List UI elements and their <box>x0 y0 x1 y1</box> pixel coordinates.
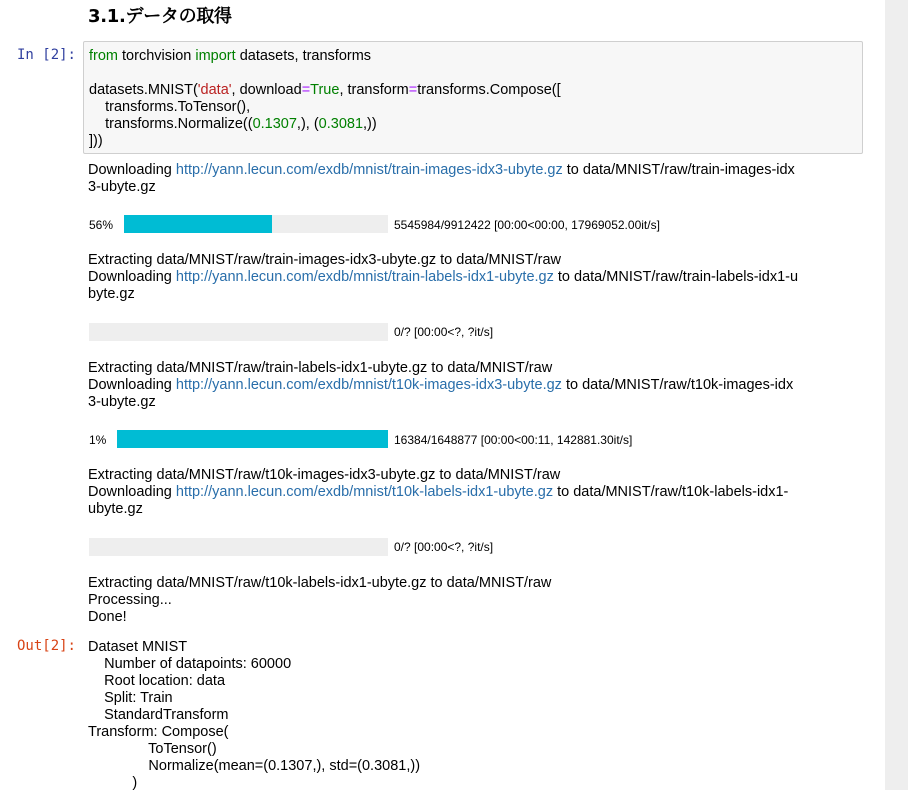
extract-line: Extracting data/MNIST/raw/t10k-labels-idx1-ubyte.gz to data/MNIST/raw <box>88 575 552 591</box>
keyword-import: import <box>195 48 236 64</box>
code-number: 0.1307 <box>252 116 297 132</box>
progress-status: 5545984/9912422 [00:00<00:00, 17969052.00it/s] <box>394 218 660 232</box>
progress-status: 0/? [00:00<?, ?it/s] <box>394 325 494 339</box>
code-line-6: ])) <box>89 133 103 149</box>
download-line: Downloading http://yann.lecun.com/exdb/mnist/train-labels-idx1-ubyte.gz to data/MNIST/raw/train-labels-idx1-u <box>88 269 799 285</box>
scrollbar-track[interactable] <box>885 0 908 790</box>
code-text: ,), ( <box>296 116 319 132</box>
code-number: 0.3081 <box>318 116 364 132</box>
in-prompt: In [2]: <box>16 47 76 63</box>
extract-line: Extracting data/MNIST/raw/train-labels-idx1-ubyte.gz to data/MNIST/raw <box>88 360 553 376</box>
download-line-wrap: byte.gz <box>88 286 135 302</box>
code-text: datasets, transforms <box>235 48 372 64</box>
section-heading: 3.1.データの取得 <box>88 6 232 27</box>
status-line: Done! <box>88 609 127 625</box>
output-line: Dataset MNIST <box>88 639 188 655</box>
download-link[interactable]: http://yann.lecun.com/exdb/mnist/train-images-idx3-ubyte.gz <box>175 162 563 178</box>
output-line: StandardTransform <box>88 707 229 723</box>
out-prompt: Out[2]: <box>16 638 76 654</box>
download-line-wrap: ubyte.gz <box>88 501 143 517</box>
status-line: Processing... <box>88 592 172 608</box>
progress-bar <box>89 323 388 341</box>
keyword-true: True <box>310 82 340 98</box>
code-line-1 <box>89 48 371 65</box>
output-line: Split: Train <box>88 690 173 706</box>
download-link[interactable]: http://yann.lecun.com/exdb/mnist/t10k-labels-idx1-ubyte.gz <box>175 484 554 500</box>
code-text: datasets.MNIST( <box>89 82 198 98</box>
code-text: , download <box>231 82 302 98</box>
download-line-wrap: 3-ubyte.gz <box>88 179 156 195</box>
output-line: Normalize(mean=(0.1307,), std=(0.3081,)) <box>88 758 421 774</box>
progress-bar <box>117 430 388 448</box>
progress-percent: 1% <box>89 433 107 447</box>
output-line: Root location: data <box>88 673 226 689</box>
progress-status: 0/? [00:00<?, ?it/s] <box>394 540 494 554</box>
code-text: , transform <box>339 82 409 98</box>
code-line-4: transforms.ToTensor(), <box>89 99 251 115</box>
download-line-wrap: 3-ubyte.gz <box>88 394 156 410</box>
code-text: ,)) <box>363 116 377 132</box>
code-operator: = <box>301 82 311 98</box>
download-line: Downloading http://yann.lecun.com/exdb/mnist/t10k-labels-idx1-ubyte.gz to data/MNIST/raw/t10k-labels-idx1- <box>88 484 789 500</box>
code-text: transforms.Normalize(( <box>89 116 253 132</box>
progress-fill <box>117 430 388 448</box>
progress-status: 16384/1648877 [00:00<00:11, 142881.30it/s] <box>394 433 633 447</box>
download-link[interactable]: http://yann.lecun.com/exdb/mnist/train-labels-idx1-ubyte.gz <box>175 269 554 285</box>
code-text: transforms.Compose([ <box>417 82 561 98</box>
code-text: torchvision <box>118 48 196 64</box>
output-line: ) <box>88 775 138 790</box>
download-link[interactable]: http://yann.lecun.com/exdb/mnist/t10k-images-idx3-ubyte.gz <box>175 377 562 393</box>
extract-line: Extracting data/MNIST/raw/train-images-idx3-ubyte.gz to data/MNIST/raw <box>88 252 562 268</box>
output-line: Transform: Compose( <box>88 724 229 740</box>
extract-line: Extracting data/MNIST/raw/t10k-images-idx3-ubyte.gz to data/MNIST/raw <box>88 467 561 483</box>
download-line: Downloading http://yann.lecun.com/exdb/mnist/t10k-images-idx3-ubyte.gz to data/MNIST/raw/t10k-images-idx <box>88 377 794 393</box>
code-operator: = <box>408 82 418 98</box>
output-line: ToTensor() <box>88 741 217 757</box>
code-line-5 <box>89 116 377 133</box>
code-cell-input[interactable] <box>83 41 863 154</box>
download-line: Downloading http://yann.lecun.com/exdb/mnist/train-images-idx3-ubyte.gz to data/MNIST/raw/train-images-idx <box>88 162 795 178</box>
output-line: Number of datapoints: 60000 <box>88 656 292 672</box>
code-string: 'data' <box>197 82 232 98</box>
progress-bar <box>124 215 388 233</box>
progress-fill <box>124 215 272 233</box>
keyword-from: from <box>89 48 118 64</box>
progress-percent: 56% <box>89 218 114 232</box>
code-line-3 <box>89 82 561 99</box>
progress-bar <box>89 538 388 556</box>
